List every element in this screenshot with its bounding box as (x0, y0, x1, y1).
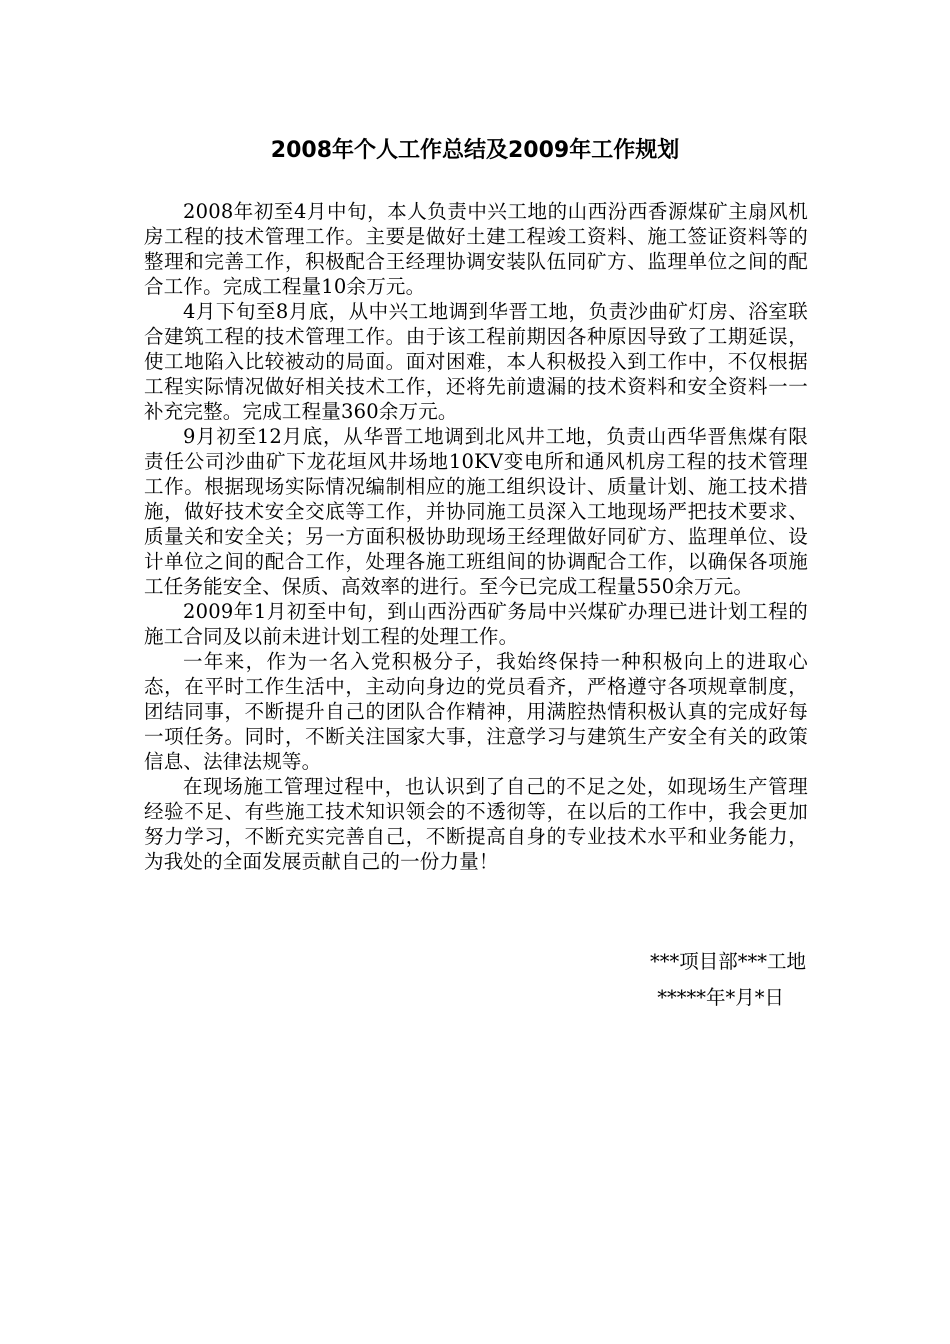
document-body (144, 199, 808, 874)
signature-date: *****年*月*日 (657, 986, 784, 1009)
paragraph-1: 2008年初至4月中旬，本人负责中兴工地的山西汾西香源煤矿主扇风机房工程的技术管理工作。主要是做好土建工程竣工资料、施工签证资料等的整理和完善工作，积极配合王经理协调安装队伍同矿方、监理单位之间的配合工作。完成工程量10余万元。 (144, 200, 808, 298)
paragraph-2: 4月下旬至8月底，从中兴工地调到华晋工地，负责沙曲矿灯房、浴室联合建筑工程的技术管理工作。由于该工程前期因各种原因导致了工期延误，使工地陷入比较被动的局面。面对困难，本人积极投入到工作中，不仅根据工程实际情况做好相关技术工作，还将先前遗漏的技术资料和安全资料一一补充完整。完成工程量360余万元。 (144, 300, 808, 423)
document-title: 2008年个人工作总结及2009年工作规划 (270, 138, 680, 163)
signature-organization: ***项目部***工地 (649, 950, 806, 973)
signature-block (560, 944, 806, 1016)
paragraph-4: 2009年1月初至中旬，到山西汾西矿务局中兴煤矿办理已进计划工程的施工合同及以前未进计划工程的处理工作。 (144, 600, 808, 648)
paragraph-3: 9月初至12月底，从华晋工地调到北风井工地，负责山西华晋焦煤有限责任公司沙曲矿下龙花垣风井场地10KV变电所和通风机房工程的技术管理工作。根据现场实际情况编制相应的施工组织设计、质量计划、施工技术措施，做好技术安全交底等工作，并协同施工员深入工地现场严把技术要求、质量关和安全关；另一方面积极协助现场王经理做好同矿方、监理单位、设计单位之间的配合工作，处理各施工班组间的协调配合工作，以确保各项施工任务能安全、保质、高效率的进行。至今已完成工程量550余万元。 (144, 425, 808, 598)
paragraph-6: 在现场施工管理过程中，也认识到了自己的不足之处，如现场生产管理经验不足、有些施工技术知识领会的不透彻等，在以后的工作中，我会更加努力学习，不断充实完善自己，不断提高自身的专业技术水平和业务能力，为我处的全面发展贡献自己的一份力量！ (144, 775, 808, 873)
paragraph-5: 一年来，作为一名入党积极分子，我始终保持一种积极向上的进取心态，在平时工作生活中，主动向身边的党员看齐，严格遵守各项规章制度，团结同事，不断提升自己的团队合作精神，用满腔热情积极认真的完成好每一项任务。同时，不断关注国家大事，注意学习与建筑生产安全有关的政策信息、法律法规等。 (144, 650, 808, 773)
